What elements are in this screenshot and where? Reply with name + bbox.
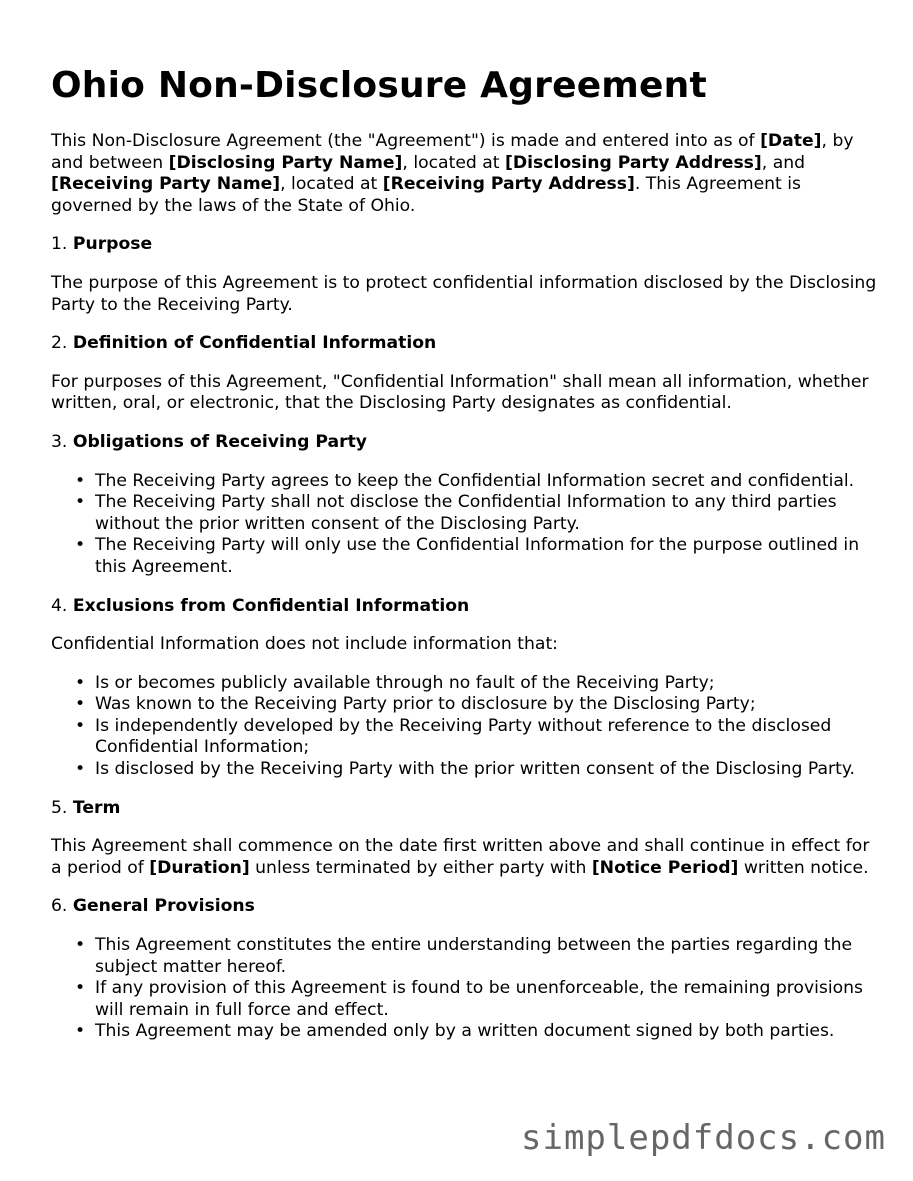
section-heading-term	[51, 798, 881, 820]
section-text-exclusions: Confidential Information does not include information that:	[51, 634, 558, 655]
list-item: • Is disclosed by the Receiving Party with the prior written consent of the Disclosing Party.	[95, 759, 881, 781]
section-number: 5.	[51, 797, 73, 818]
section-number: 6.	[51, 896, 73, 917]
date-placeholder: [Date]	[760, 131, 822, 151]
list-item: • The Receiving Party will only use the Confidential Information for the purpose outlined in this Agreement.	[95, 535, 881, 578]
section-title: Term	[72, 797, 121, 818]
intro-text: This Non-Disclosure Agreement (the "Agreement") is made and entered into as of	[51, 131, 761, 151]
section-text-term	[51, 836, 881, 879]
list-item: • Was known to the Receiving Party prior to disclosure by the Disclosing Party;	[95, 694, 881, 716]
list-item: • If any provision of this Agreement is found to be unenforceable, the remaining provisions will remain in full force and effect.	[95, 978, 881, 1021]
section-heading-obligations	[51, 432, 881, 454]
term-text: This Agreement shall commence on the date first written above and shall continue in effect for a period of	[51, 836, 870, 878]
document-title: Ohio Non-Disclosure Agreement	[51, 65, 707, 106]
exclusions-list	[51, 673, 881, 781]
intro-text: , by and between	[51, 131, 854, 173]
section-text-purpose: The purpose of this Agreement is to protect confidential information disclosed by the Disclosing Party to the Receiving Party.	[51, 272, 877, 315]
intro-text: , and	[761, 152, 806, 173]
obligations-list	[51, 471, 881, 579]
section-heading-exclusions	[51, 596, 881, 618]
list-item: • Is or becomes publicly available through no fault of the Receiving Party;	[95, 673, 881, 695]
list-item: • This Agreement may be amended only by a written document signed by both parties.	[95, 1021, 881, 1043]
receiving-party-name-placeholder: [Receiving Party Name]	[51, 174, 281, 195]
watermark: simplepdfdocs.com	[521, 1118, 886, 1158]
section-text-definition: For purposes of this Agreement, "Confidential Information" shall mean all information, whether written, oral, or electronic, that the Disclosing Party designates as confidential.	[51, 371, 869, 414]
disclosing-party-address-placeholder: [Disclosing Party Address]	[505, 152, 762, 173]
notice-period-placeholder: [Notice Period]	[591, 857, 739, 878]
section-number: 4.	[51, 595, 73, 616]
duration-placeholder: [Duration]	[149, 857, 250, 878]
intro-text: , located at	[402, 152, 506, 173]
list-item: • The Receiving Party shall not disclose the Confidential Information to any third parties without the prior written consent of the Disclosing Party.	[95, 492, 881, 535]
list-item: • Is independently developed by the Receiving Party without reference to the disclosed Confidential Information;	[95, 716, 881, 759]
document-page	[51, 62, 881, 1043]
term-text: unless terminated by either party with	[249, 857, 592, 878]
section-title: Definition of Confidential Information	[72, 333, 437, 354]
disclosing-party-name-placeholder: [Disclosing Party Name]	[168, 152, 403, 173]
intro-paragraph	[51, 131, 881, 217]
section-title: Obligations of Receiving Party	[72, 431, 367, 452]
section-heading-definition	[51, 333, 881, 355]
term-text: written notice.	[738, 857, 869, 878]
intro-text: . This Agreement is governed by the laws of the State of Ohio.	[51, 174, 801, 216]
section-title: Exclusions from Confidential Information	[72, 595, 470, 616]
list-item: • This Agreement constitutes the entire understanding between the parties regarding the subject matter hereof.	[95, 935, 881, 978]
list-item: • The Receiving Party agrees to keep the Confidential Information secret and confidential.	[95, 471, 881, 493]
section-number: 1.	[51, 234, 73, 255]
intro-text: , located at	[280, 174, 383, 195]
receiving-party-address-placeholder: [Receiving Party Address]	[382, 174, 635, 195]
general-provisions-list	[51, 935, 881, 1043]
section-heading-general	[51, 896, 881, 918]
section-heading-purpose	[51, 234, 881, 256]
section-title: Purpose	[72, 234, 153, 255]
section-number: 2.	[51, 333, 73, 354]
section-number: 3.	[51, 431, 73, 452]
section-title: General Provisions	[72, 896, 255, 917]
